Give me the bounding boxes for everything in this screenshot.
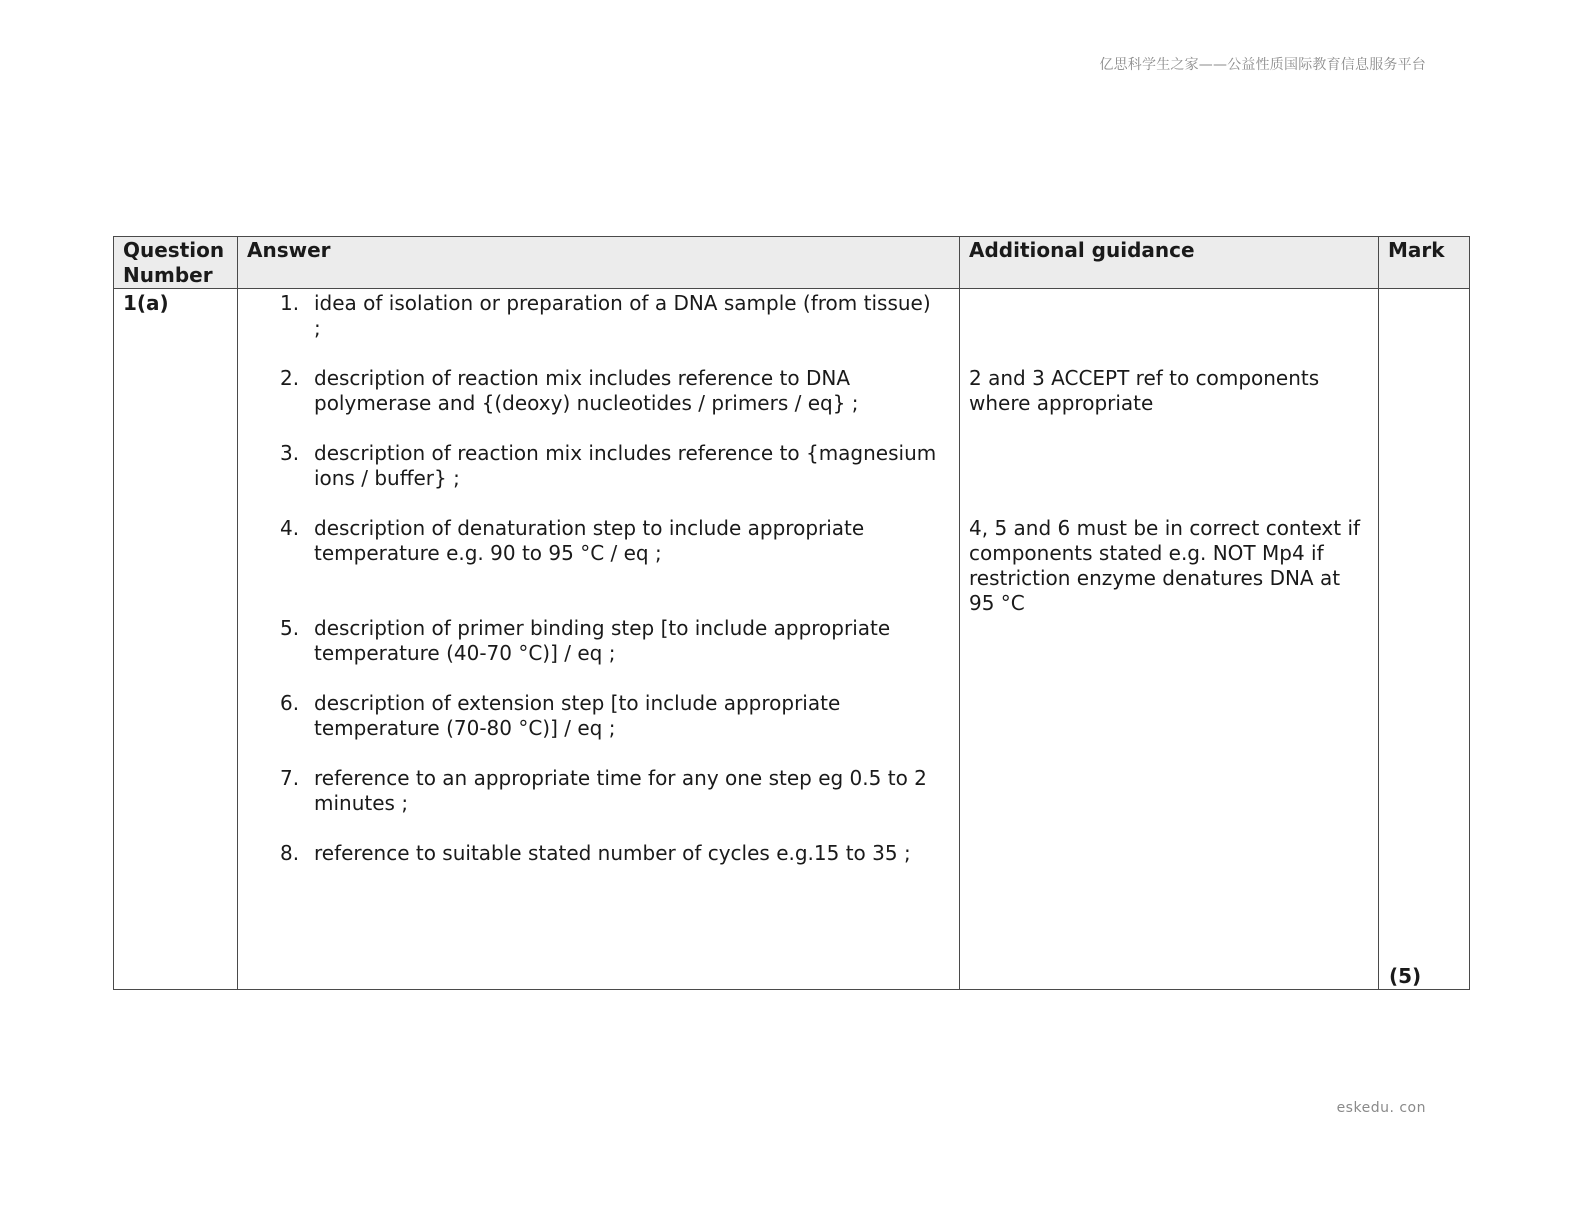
answer-item bbox=[280, 441, 939, 491]
header-question-number: Question Number bbox=[114, 237, 238, 289]
answer-text: description of reaction mix includes reference to {magnesium ions / buffer} ; bbox=[314, 441, 937, 490]
guidance-note: 2 and 3 ACCEPT ref to components where appropriate bbox=[969, 366, 1320, 415]
mark-cell bbox=[1379, 289, 1470, 990]
answer-item bbox=[280, 516, 939, 566]
answer-number: 5. bbox=[280, 616, 300, 640]
answer-text: description of extension step [to include appropriate temperature (70-80 °C)] / eq ; bbox=[314, 691, 841, 740]
header-watermark: 亿思科学生之家——公益性质国际教育信息服务平台 bbox=[1099, 57, 1426, 73]
question-number-cell bbox=[114, 289, 238, 990]
table-row bbox=[114, 289, 1470, 990]
table-header-row bbox=[114, 237, 1470, 289]
answer-item bbox=[280, 616, 939, 666]
answer-number: 8. bbox=[280, 841, 300, 865]
answer-number: 6. bbox=[280, 691, 300, 715]
answer-item bbox=[280, 841, 939, 866]
guidance-block bbox=[960, 289, 1378, 616]
mark-value: (5) bbox=[1389, 964, 1422, 988]
answer-item bbox=[280, 766, 939, 816]
answer-number: 1. bbox=[280, 291, 300, 315]
header-mark: Mark bbox=[1379, 237, 1470, 289]
answer-number: 4. bbox=[280, 516, 300, 540]
answer-text: idea of isolation or preparation of a DNA sample (from tissue) ; bbox=[314, 291, 931, 340]
answer-number: 3. bbox=[280, 441, 300, 465]
answer-text: description of denaturation step to include appropriate temperature e.g. 90 to 95 °C / eq ; bbox=[314, 516, 865, 565]
answer-item bbox=[280, 366, 939, 416]
guidance-cell bbox=[960, 289, 1379, 990]
footer-watermark: eskedu. con bbox=[1336, 1100, 1426, 1116]
header-additional-guidance: Additional guidance bbox=[960, 237, 1379, 289]
answer-text: description of primer binding step [to include appropriate temperature (40-70 °C)] / eq ; bbox=[314, 616, 891, 665]
answer-cell bbox=[238, 289, 960, 990]
answer-text: description of reaction mix includes reference to DNA polymerase and {(deoxy) nucleotides / primers / eq} ; bbox=[314, 366, 859, 415]
answer-list bbox=[238, 289, 959, 866]
answer-number: 7. bbox=[280, 766, 300, 790]
header-answer: Answer bbox=[238, 237, 960, 289]
answer-item bbox=[280, 291, 939, 341]
mark-scheme-table bbox=[113, 236, 1470, 990]
guidance-note: 4, 5 and 6 must be in correct context if components stated e.g. NOT Mp4 if restriction enzyme denatures DNA at 95 °C bbox=[969, 516, 1361, 615]
answer-text: reference to an appropriate time for any one step eg 0.5 to 2 minutes ; bbox=[314, 766, 927, 815]
question-number: 1(a) bbox=[123, 291, 169, 315]
answer-text: reference to suitable stated number of cycles e.g.15 to 35 ; bbox=[314, 841, 911, 865]
answer-item bbox=[280, 691, 939, 741]
answer-number: 2. bbox=[280, 366, 300, 390]
